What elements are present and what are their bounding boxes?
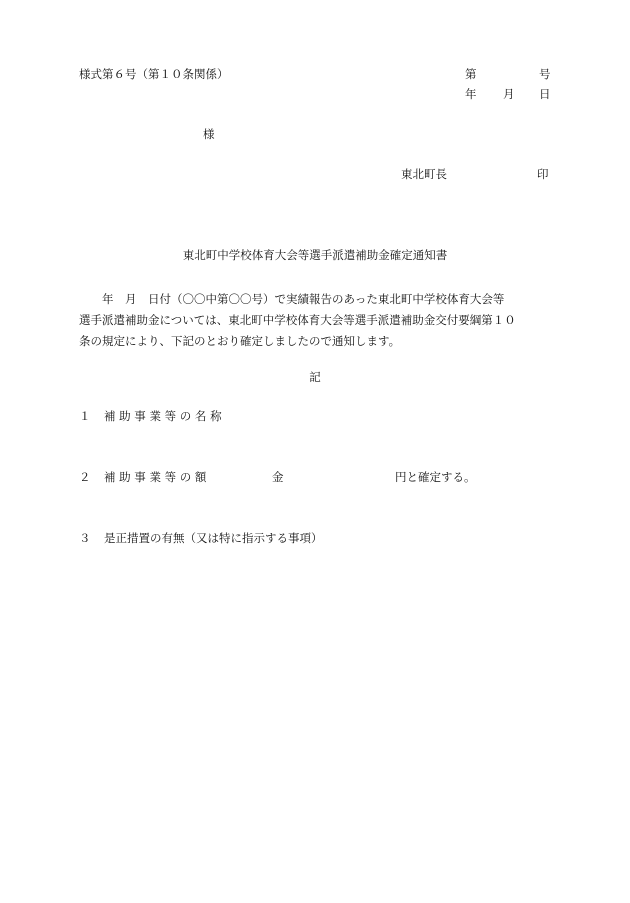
item-1-label: 補 助 事 業 等 の 名 称	[104, 409, 222, 423]
body-line-1: 年 月 日付（〇〇中第〇〇号）で実績報告のあった東北町中学校体育大会等	[79, 292, 505, 306]
item-3-number: ３	[79, 531, 91, 545]
document-number-prefix: 第	[465, 67, 477, 81]
seal-mark: 印	[537, 167, 549, 181]
body-paragraph	[79, 289, 553, 352]
item-3-label: 是正措置の有無（又は特に指示する事項）	[104, 531, 323, 545]
body-line-3: 条の規定により、下記のとおり確定しましたので通知します。	[79, 334, 401, 348]
document-number-suffix: 号	[539, 67, 551, 81]
form-label: 様式第６号（第１０条関係）	[79, 67, 229, 81]
date-day: 日	[539, 87, 551, 101]
item-2-number: ２	[79, 470, 91, 484]
item-2-amount-prefix: 金	[272, 470, 284, 484]
body-line-2: 選手派遣補助金については、東北町中学校体育大会等選手派遣補助金交付要綱第１０	[79, 313, 516, 327]
item-1-number: １	[79, 409, 91, 423]
sender-name: 東北町長	[401, 167, 447, 181]
ki-heading: 記	[309, 370, 321, 384]
item-2-amount-suffix: 円と確定する。	[395, 470, 476, 484]
date-month: 月	[503, 87, 515, 101]
date-year: 年	[465, 87, 477, 101]
item-2-label: 補 助 事 業 等 の 額	[104, 470, 207, 484]
addressee-honorific: 様	[203, 127, 215, 141]
document-title: 東北町中学校体育大会等選手派遣補助金確定通知書	[182, 248, 448, 262]
